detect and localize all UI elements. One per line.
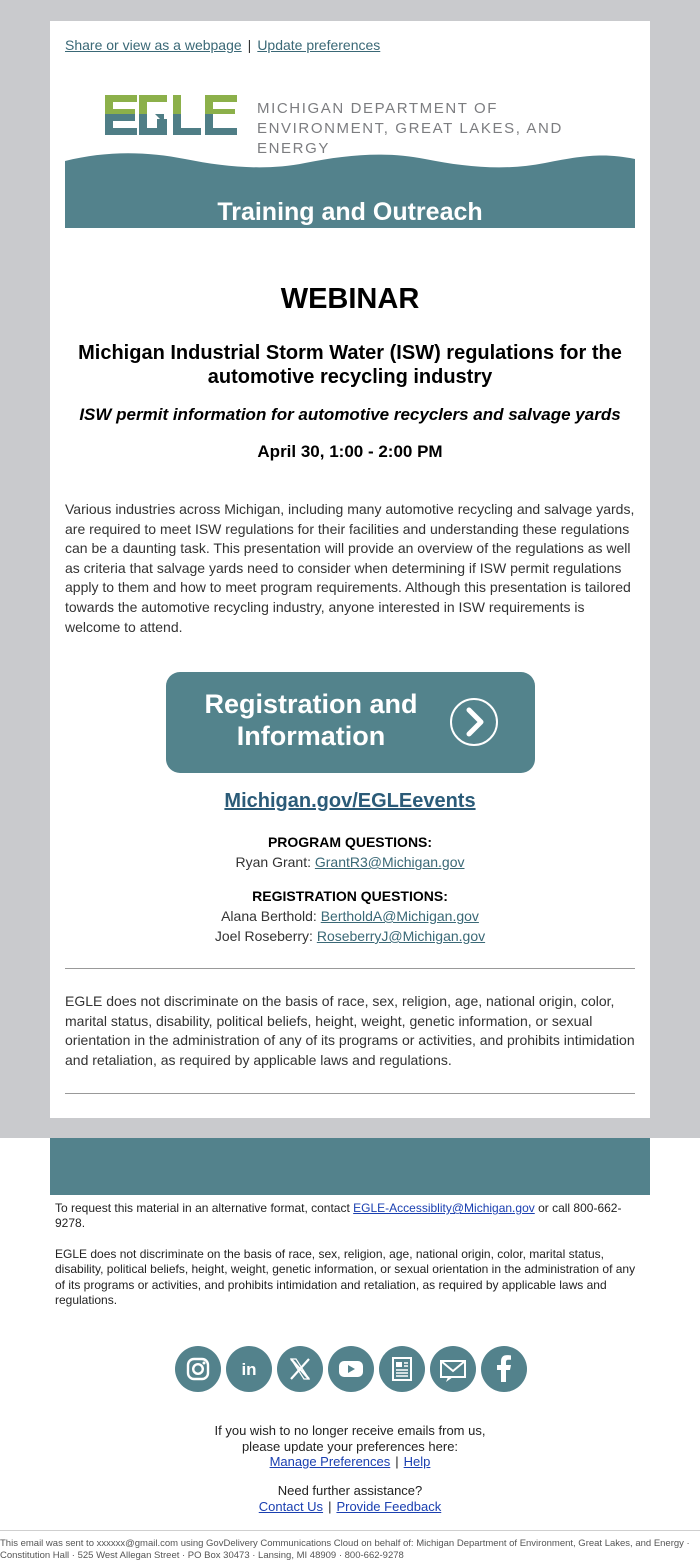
provide-feedback-link[interactable]: Provide Feedback bbox=[336, 1499, 442, 1514]
accessibility-email-link[interactable]: EGLE-Accessiblity@Michigan.gov bbox=[353, 1201, 535, 1215]
egle-header-logo bbox=[65, 93, 635, 228]
update-preferences-link[interactable]: Update preferences bbox=[257, 37, 381, 53]
event-datetime: April 30, 1:00 - 2:00 PM bbox=[257, 442, 443, 461]
alt-format-suffix: or call 800-662-9278. bbox=[55, 1201, 622, 1231]
assistance-block bbox=[0, 1483, 700, 1515]
pipe-separator-2: | bbox=[328, 1499, 332, 1514]
registration-contact-row-2 bbox=[50, 926, 650, 946]
egle-events-link[interactable]: Michigan.gov/EGLEevents bbox=[224, 790, 476, 812]
divider-top bbox=[65, 968, 635, 969]
x-icon[interactable] bbox=[277, 1346, 323, 1392]
registration-contact-row-1 bbox=[50, 906, 650, 926]
event-title: Michigan Industrial Storm Water (ISW) regulations for the automotive recycling industry bbox=[78, 342, 622, 388]
linkedin-icon[interactable] bbox=[226, 1346, 272, 1392]
svg-text:in: in bbox=[241, 1360, 257, 1379]
program-contact-email[interactable]: GrantR3@Michigan.gov bbox=[314, 854, 465, 870]
program-contact-name: Ryan Grant: bbox=[235, 854, 315, 870]
registration-button[interactable] bbox=[166, 672, 535, 773]
assistance-text: Need further assistance? bbox=[277, 1483, 423, 1498]
department-name bbox=[257, 99, 635, 159]
nondiscrimination-notice: EGLE does not discriminate on the basis of race, sex, religion, age, national origin, color, marital status, disability, political beliefs, height, weight, genetic information, or sexual orientation in the administration of any of its programs or activities, and prohibits intimidation and retaliation, as required by applicable laws and regulations. bbox=[65, 993, 635, 1068]
sent-to-disclaimer: This email was sent to xxxxxx@gmail.com using GovDelivery Communications Cloud on behalf of: Michigan Department of Environment, Great Lakes, and Energy · Constitution Hall · 525 West Allegan Street · PO Box 30473 · Lansing, MI 48909 · 800-662-9278 bbox=[0, 1538, 690, 1561]
contact-us-link[interactable]: Contact Us bbox=[258, 1499, 324, 1514]
registration-questions bbox=[50, 886, 650, 946]
alt-format-prefix: To request this material in an alternative format, contact bbox=[55, 1201, 354, 1215]
registration-contact-email-2[interactable]: RoseberryJ@Michigan.gov bbox=[316, 928, 486, 944]
unsubscribe-block bbox=[0, 1423, 700, 1470]
registration-label-line-1: Registration and bbox=[204, 689, 418, 719]
bottom-divider bbox=[0, 1530, 700, 1531]
youtube-icon[interactable] bbox=[328, 1346, 374, 1392]
unsubscribe-line-2: please update your preferences here: bbox=[241, 1438, 459, 1454]
instagram-icon[interactable] bbox=[175, 1346, 221, 1392]
program-contact-row bbox=[50, 852, 650, 872]
preferences-links bbox=[0, 1454, 700, 1470]
alt-format-text bbox=[55, 1201, 647, 1232]
chevron-right-circle-icon bbox=[448, 696, 500, 748]
unsubscribe-line-1: If you wish to no longer receive emails from us, bbox=[214, 1423, 486, 1438]
registration-label-line-2: Information bbox=[236, 721, 386, 751]
top-links bbox=[65, 37, 380, 53]
event-type-heading: WEBINAR bbox=[280, 283, 420, 315]
footer-nondiscrimination: EGLE does not discriminate on the basis of race, sex, religion, age, national origin, color, marital status, disability, political beliefs, height, weight, genetic information, or sexual orientation in the administration of any of its programs or activities, and prohibits intimidation and retaliation, as required by applicable laws and regulations. bbox=[55, 1247, 636, 1308]
banner-title: Training and Outreach bbox=[217, 198, 483, 226]
registration-button-label bbox=[196, 688, 426, 752]
registration-contact-name-2: Joel Roseberry: bbox=[214, 928, 317, 944]
program-questions-title: PROGRAM QUESTIONS: bbox=[267, 834, 433, 850]
department-line-1: MICHIGAN DEPARTMENT OF bbox=[257, 100, 499, 117]
divider-bottom bbox=[65, 1093, 635, 1094]
facebook-icon[interactable] bbox=[481, 1346, 527, 1392]
news-icon[interactable] bbox=[379, 1346, 425, 1392]
department-line-2: ENVIRONMENT, GREAT LAKES, AND ENERGY bbox=[257, 120, 563, 157]
help-link[interactable]: Help bbox=[403, 1454, 431, 1469]
egle-logo-mark bbox=[105, 95, 237, 135]
email-icon[interactable] bbox=[430, 1346, 476, 1392]
registration-questions-title: REGISTRATION QUESTIONS: bbox=[252, 888, 448, 904]
pipe-separator: | bbox=[395, 1454, 399, 1469]
event-subtitle: ISW permit information for automotive recyclers and salvage yards bbox=[79, 405, 621, 424]
registration-contact-email-1[interactable]: BertholdA@Michigan.gov bbox=[320, 908, 479, 924]
link-separator: | bbox=[247, 37, 252, 53]
email-card bbox=[50, 21, 650, 1118]
manage-preferences-link[interactable]: Manage Preferences bbox=[269, 1454, 391, 1469]
assistance-links bbox=[0, 1499, 700, 1515]
event-description: Various industries across Michigan, including many automotive recycling and salvage yards, are required to meet ISW regulations for their facilities and understanding these regulations can be a daunting task. This presentation will provide an overview of the regulations as well as criteria that salvage yards need to consider when determining if ISW permit regulations apply to them and how to meet program requirements. Although this presentation is tailored towards the automotive recycling industry, anyone interested in ISW requirements is welcome to attend. bbox=[65, 501, 635, 635]
registration-contact-name-1: Alana Berthold: bbox=[221, 908, 321, 924]
share-webpage-link[interactable]: Share or view as a webpage bbox=[65, 37, 242, 53]
program-questions bbox=[50, 832, 650, 872]
events-link-container bbox=[50, 790, 650, 813]
footer-color-bar bbox=[50, 1138, 650, 1195]
